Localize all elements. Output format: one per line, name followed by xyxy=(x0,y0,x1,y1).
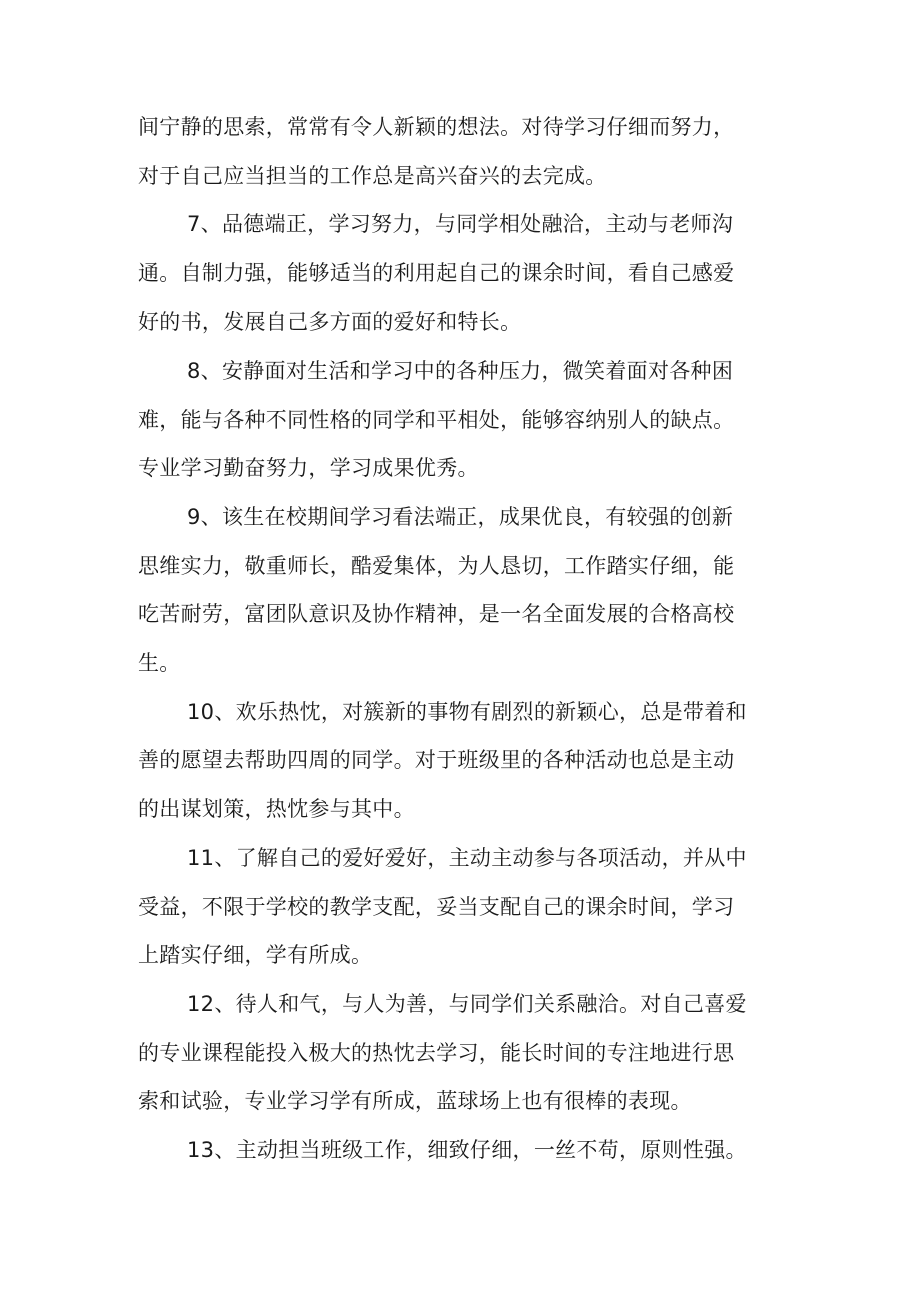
paragraph-line: 善的愿望去帮助四周的同学。对于班级里的各种活动也总是主动 xyxy=(138,748,735,772)
paragraph-line: 受益，不限于学校的教学支配，妥当支配自己的课余时间，学习 xyxy=(138,895,735,919)
paragraph-line: 专业学习勤奋努力，学习成果优秀。 xyxy=(138,456,479,480)
paragraph-line: 吃苦耐劳，富团队意识及协作精神，是一名全面发展的合格高校 xyxy=(138,602,735,626)
paragraph-line: 好的书，发展自己多方面的爱好和特长。 xyxy=(138,310,522,334)
paragraph-line: 通。自制力强，能够适当的利用起自己的课余时间，看自己感爱 xyxy=(138,261,735,285)
paragraph-line: 10、欢乐热忱，对簇新的事物有剧烈的新颖心，总是带着和 xyxy=(187,700,747,724)
paragraph-line: 9、该生在校期间学习看法端正，成果优良，有较强的创新 xyxy=(187,505,734,529)
paragraph-line: 的出谋划策，热忱参与其中。 xyxy=(138,797,415,821)
paragraph-line: 12、待人和气，与人为善，与同学们关系融洽。对自己喜爱 xyxy=(187,992,747,1016)
paragraph-line: 8、安静面对生活和学习中的各种压力，微笑着面对各种困 xyxy=(187,359,734,383)
paragraph-line: 间宁静的思索，常常有令人新颖的想法。对待学习仔细而努力， xyxy=(138,115,735,139)
paragraph-line: 的专业课程能投入极大的热忱去学习，能长时间的专注地进行思 xyxy=(138,1041,735,1065)
paragraph-line: 索和试验，专业学习学有所成，蓝球场上也有很棒的表现。 xyxy=(138,1089,692,1113)
paragraph-line: 13、主动担当班级工作，细致仔细，一丝不苟，原则性强。 xyxy=(187,1138,747,1162)
paragraph-line: 11、了解自己的爱好爱好，主动主动参与各项活动，并从中 xyxy=(187,846,747,870)
paragraph-line: 难，能与各种不同性格的同学和平相处，能够容纳别人的缺点。 xyxy=(138,408,735,432)
paragraph-line: 上踏实仔细，学有所成。 xyxy=(138,943,373,967)
paragraph-line: 思维实力，敬重师长，酷爱集体，为人恳切，工作踏实仔细，能 xyxy=(138,554,735,578)
paragraph-line: 7、品德端正，学习努力，与同学相处融洽，主动与老师沟 xyxy=(187,212,734,236)
paragraph-line: 生。 xyxy=(138,651,181,675)
paragraph-line: 对于自己应当担当的工作总是高兴奋兴的去完成。 xyxy=(138,164,607,188)
